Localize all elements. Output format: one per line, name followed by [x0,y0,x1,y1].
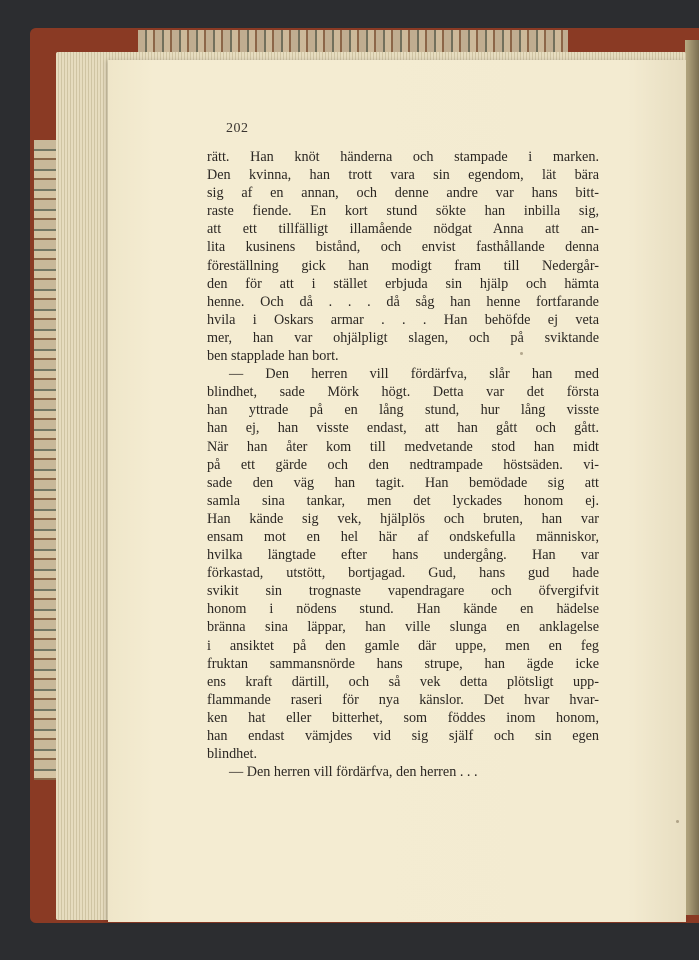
text-line: fruktan sammansnörde hans strupe, han ägde icke [207,655,599,672]
text-line: När han åter kom till medvetande stod han midt [207,438,599,455]
marbled-edge-top [138,30,568,52]
text-line: — Den herren vill fördärfva, den herren . . . [229,764,478,781]
text-line: han endast vämjdes vid sig själf och sin egen [207,728,599,744]
text-line: blindhet. [207,746,258,763]
page-text [207,148,599,781]
text-line: honom i nödens stund. Han kände en hädelse [207,601,599,618]
text-line: ken hat eller bitterhet, som föddes inom honom, [207,709,599,726]
text-line: samla sina tankar, men det lyckades honom ej. [207,492,599,509]
paper-speck [520,352,523,355]
cover-edge-right [685,40,699,915]
text-line: den för att i stället erbjuda sin hjälp och hämta [207,275,599,292]
page-number: 202 [226,121,249,136]
text-line: hvila i Oskars armar . . . Han behöfde ej veta [207,311,599,328]
paper-speck [676,820,679,823]
text-line: han yttrade på en lång stund, hur lång visste [207,402,599,419]
text-line: han ej, han visste endast, att han gått och gått. [207,420,599,437]
marbled-edge-left [34,140,58,780]
text-line: Han kände sig vek, hjälplös och bruten, han var [207,510,599,527]
text-line: ben stapplade han bort. [207,348,339,365]
text-line: raste fiende. En kort stund sökte han inbilla sig, [207,203,599,220]
text-line: Den kvinna, han trott vara sin egendom, lät bära [207,167,599,184]
text-line: ensam mot en hel här af ondskefulla människor, [207,528,599,545]
text-line: förkastad, utstött, bortjagad. Gud, hans gud hade [207,565,599,582]
text-line: mer, han var ohjälpligt slagen, och på sviktande [207,329,599,346]
text-line: ens kraft därtill, och så vek detta plötsligt upp- [207,673,599,690]
text-line: — Den herren vill fördärfva, slår han med [229,366,599,383]
text-line: bränna sina läppar, han ville slunga en anklagelse [207,619,599,636]
text-line: hvilka längtade efter hans undergång. Han var [207,547,599,564]
text-line: flammande raseri för nya känslor. Det hvar hvar- [207,691,599,708]
text-line: att ett tillfälligt illamående nödgat Anna att an- [207,221,599,238]
text-line: föreställning gick han modigt fram till Nedergår- [207,257,599,274]
text-line: sig af en annan, och denne andre var hans bitt- [207,185,599,202]
text-line: blindhet, sade Mörk högt. Detta var det första [207,384,599,401]
text-line: lita kusinens bistånd, och envist fasthållande denna [207,239,599,256]
text-line: på ett gärde och den nedtrampade höstsäden. vi- [207,456,599,473]
text-line: svikit sin trognaste vapendragare och öfvergifvit [207,583,599,600]
text-line: rätt. Han knöt händerna och stampade i marken. [207,149,599,165]
text-line: sade den väg han tagit. Han bemödade sig att [207,474,599,491]
text-line: i ansiktet på den gamle där uppe, men en feg [207,637,599,654]
text-line: henne. Och då . . . då såg han henne fortfarande [207,293,599,310]
